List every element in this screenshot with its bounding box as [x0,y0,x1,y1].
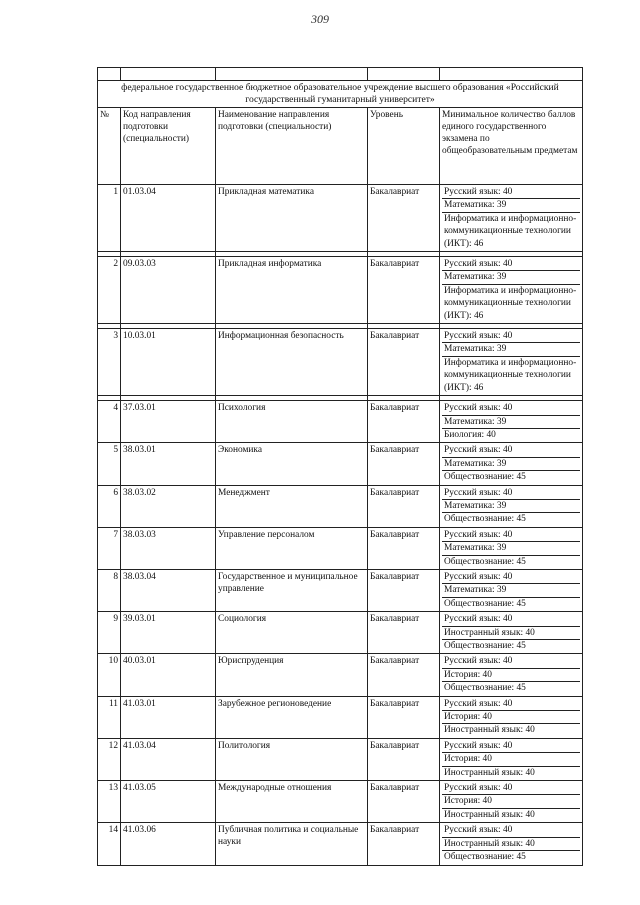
header-exams: Минимальное количество баллов единого государственного экзамена по общеобразовательным предметам [440,108,583,185]
program-level: Бакалавриат [368,443,440,485]
exam-requirements [440,569,583,611]
program-name: Политология [216,738,368,780]
row-number: 2 [98,257,121,324]
program-code: 01.03.04 [121,185,216,252]
program-name: Юриспруденция [216,654,368,696]
program-level: Бакалавриат [368,257,440,324]
row-number: 1 [98,185,121,252]
program-name: Информационная безопасность [216,329,368,396]
column-header-row [98,108,583,185]
exam-requirements [440,823,583,865]
row-number: 14 [98,823,121,865]
exam-requirement: Информатика и информационно-коммуникационные технологии (ИКТ): 46 [442,212,580,250]
program-level: Бакалавриат [368,329,440,396]
header-num: № [98,108,121,185]
program-level: Бакалавриат [368,485,440,527]
page-number: 309 [311,12,329,26]
header-name: Наименование направления подготовки (специальности) [216,108,368,185]
table-row [98,654,583,696]
exam-requirement: Русский язык: 40 [444,445,513,456]
exam-requirement: Русский язык: 40 [444,571,513,582]
exam-requirements [440,185,583,252]
program-level: Бакалавриат [368,185,440,252]
exam-requirements [440,443,583,485]
row-number: 12 [98,738,121,780]
exam-requirements [440,485,583,527]
exam-requirement: Иностранный язык: 40 [442,626,580,639]
program-code: 10.03.01 [121,329,216,396]
exam-requirements [440,329,583,396]
program-level: Бакалавриат [368,527,440,569]
exam-requirement: Русский язык: 40 [444,698,513,709]
exam-requirements [440,696,583,738]
row-number: 4 [98,401,121,443]
exam-requirements [440,781,583,823]
program-level: Бакалавриат [368,696,440,738]
exam-requirement: Математика: 39 [442,415,580,428]
organization-name: федеральное государственное бюджетное образовательное учреждение высшего образования «Российский государственный гуманитарный университет» [98,81,583,108]
program-name: Прикладная математика [216,185,368,252]
admission-table [97,67,583,866]
program-code: 40.03.01 [121,654,216,696]
table-row [98,738,583,780]
program-code: 38.03.04 [121,569,216,611]
table-row [98,401,583,443]
row-number: 7 [98,527,121,569]
program-level: Бакалавриат [368,781,440,823]
exam-requirements [440,257,583,324]
exam-requirement: Обществознание: 45 [442,555,580,568]
program-name: Экономика [216,443,368,485]
program-level: Бакалавриат [368,738,440,780]
program-name: Менеджмент [216,485,368,527]
exam-requirement: Русский язык: 40 [444,187,513,197]
exam-requirement: Обществознание: 45 [442,639,580,652]
program-code: 38.03.02 [121,485,216,527]
program-name: Психология [216,401,368,443]
header-code: Код направления подготовки (специальности) [121,108,216,185]
exam-requirement: Иностранный язык: 40 [442,723,580,736]
row-number: 5 [98,443,121,485]
program-level: Бакалавриат [368,612,440,654]
program-name: Зарубежное регионоведение [216,696,368,738]
exam-requirement: Информатика и информационно-коммуникационные технологии (ИКТ): 46 [442,284,580,322]
exam-requirement: История: 40 [442,794,580,807]
table-row [98,569,583,611]
exam-requirement: Русский язык: 40 [444,259,513,270]
blank-top-row [98,68,583,81]
exam-requirement: Биология: 40 [442,428,580,441]
exam-requirement: Русский язык: 40 [444,614,513,625]
table-row [98,329,583,396]
header-level: Уровень [368,108,440,185]
exam-requirements [440,654,583,696]
program-name: Международные отношения [216,781,368,823]
exam-requirement: Иностранный язык: 40 [442,837,580,850]
row-number: 6 [98,485,121,527]
exam-requirement: Русский язык: 40 [444,825,513,836]
exam-requirement: Русский язык: 40 [444,403,513,414]
exam-requirement: Обществознание: 45 [442,470,580,483]
row-number: 3 [98,329,121,396]
exam-requirement: Русский язык: 40 [444,529,513,540]
exam-requirement: Русский язык: 40 [444,740,513,751]
exam-requirement: Иностранный язык: 40 [442,766,580,779]
exam-requirement: Русский язык: 40 [444,487,513,498]
program-code: 41.03.06 [121,823,216,865]
program-code: 38.03.01 [121,443,216,485]
row-number: 13 [98,781,121,823]
table-row [98,527,583,569]
exam-requirement: Иностранный язык: 40 [442,808,580,821]
table-row [98,257,583,324]
program-name: Управление персоналом [216,527,368,569]
table-row [98,823,583,865]
row-number: 8 [98,569,121,611]
program-level: Бакалавриат [368,401,440,443]
program-level: Бакалавриат [368,654,440,696]
exam-requirement: Математика: 39 [442,270,580,283]
exam-requirement: История: 40 [442,668,580,681]
program-name: Прикладная информатика [216,257,368,324]
exam-requirement: Обществознание: 45 [442,681,580,694]
exam-requirement: Математика: 39 [442,342,580,355]
row-number: 11 [98,696,121,738]
exam-requirement: Математика: 39 [442,198,580,211]
table-row [98,485,583,527]
program-code: 39.03.01 [121,612,216,654]
row-number: 10 [98,654,121,696]
exam-requirement: История: 40 [442,710,580,723]
program-code: 41.03.01 [121,696,216,738]
row-number: 9 [98,612,121,654]
exam-requirement: Обществознание: 45 [442,512,580,525]
exam-requirement: Обществознание: 45 [442,850,580,863]
program-code: 41.03.04 [121,738,216,780]
program-code: 09.03.03 [121,257,216,324]
program-level: Бакалавриат [368,569,440,611]
exam-requirements [440,738,583,780]
table-row [98,696,583,738]
program-code: 41.03.05 [121,781,216,823]
program-code: 38.03.03 [121,527,216,569]
table-row [98,443,583,485]
exam-requirement: Русский язык: 40 [444,331,513,342]
exam-requirements [440,527,583,569]
exam-requirement: Математика: 39 [442,457,580,470]
exam-requirements [440,401,583,443]
table-row [98,185,583,252]
table-row [98,612,583,654]
exam-requirement: Математика: 39 [442,583,580,596]
organization-row [98,81,583,108]
exam-requirement: Русский язык: 40 [444,656,513,667]
table-row [98,781,583,823]
exam-requirements [440,612,583,654]
program-name: Социология [216,612,368,654]
exam-requirement: Информатика и информационно-коммуникационные технологии (ИКТ): 46 [442,356,580,394]
exam-requirement: Обществознание: 45 [442,597,580,610]
program-name: Публичная политика и социальные науки [216,823,368,865]
program-code: 37.03.01 [121,401,216,443]
exam-requirement: История: 40 [442,752,580,765]
program-level: Бакалавриат [368,823,440,865]
exam-requirement: Русский язык: 40 [444,783,513,794]
program-name: Государственное и муниципальное управление [216,569,368,611]
exam-requirement: Математика: 39 [442,541,580,554]
exam-requirement: Математика: 39 [442,499,580,512]
